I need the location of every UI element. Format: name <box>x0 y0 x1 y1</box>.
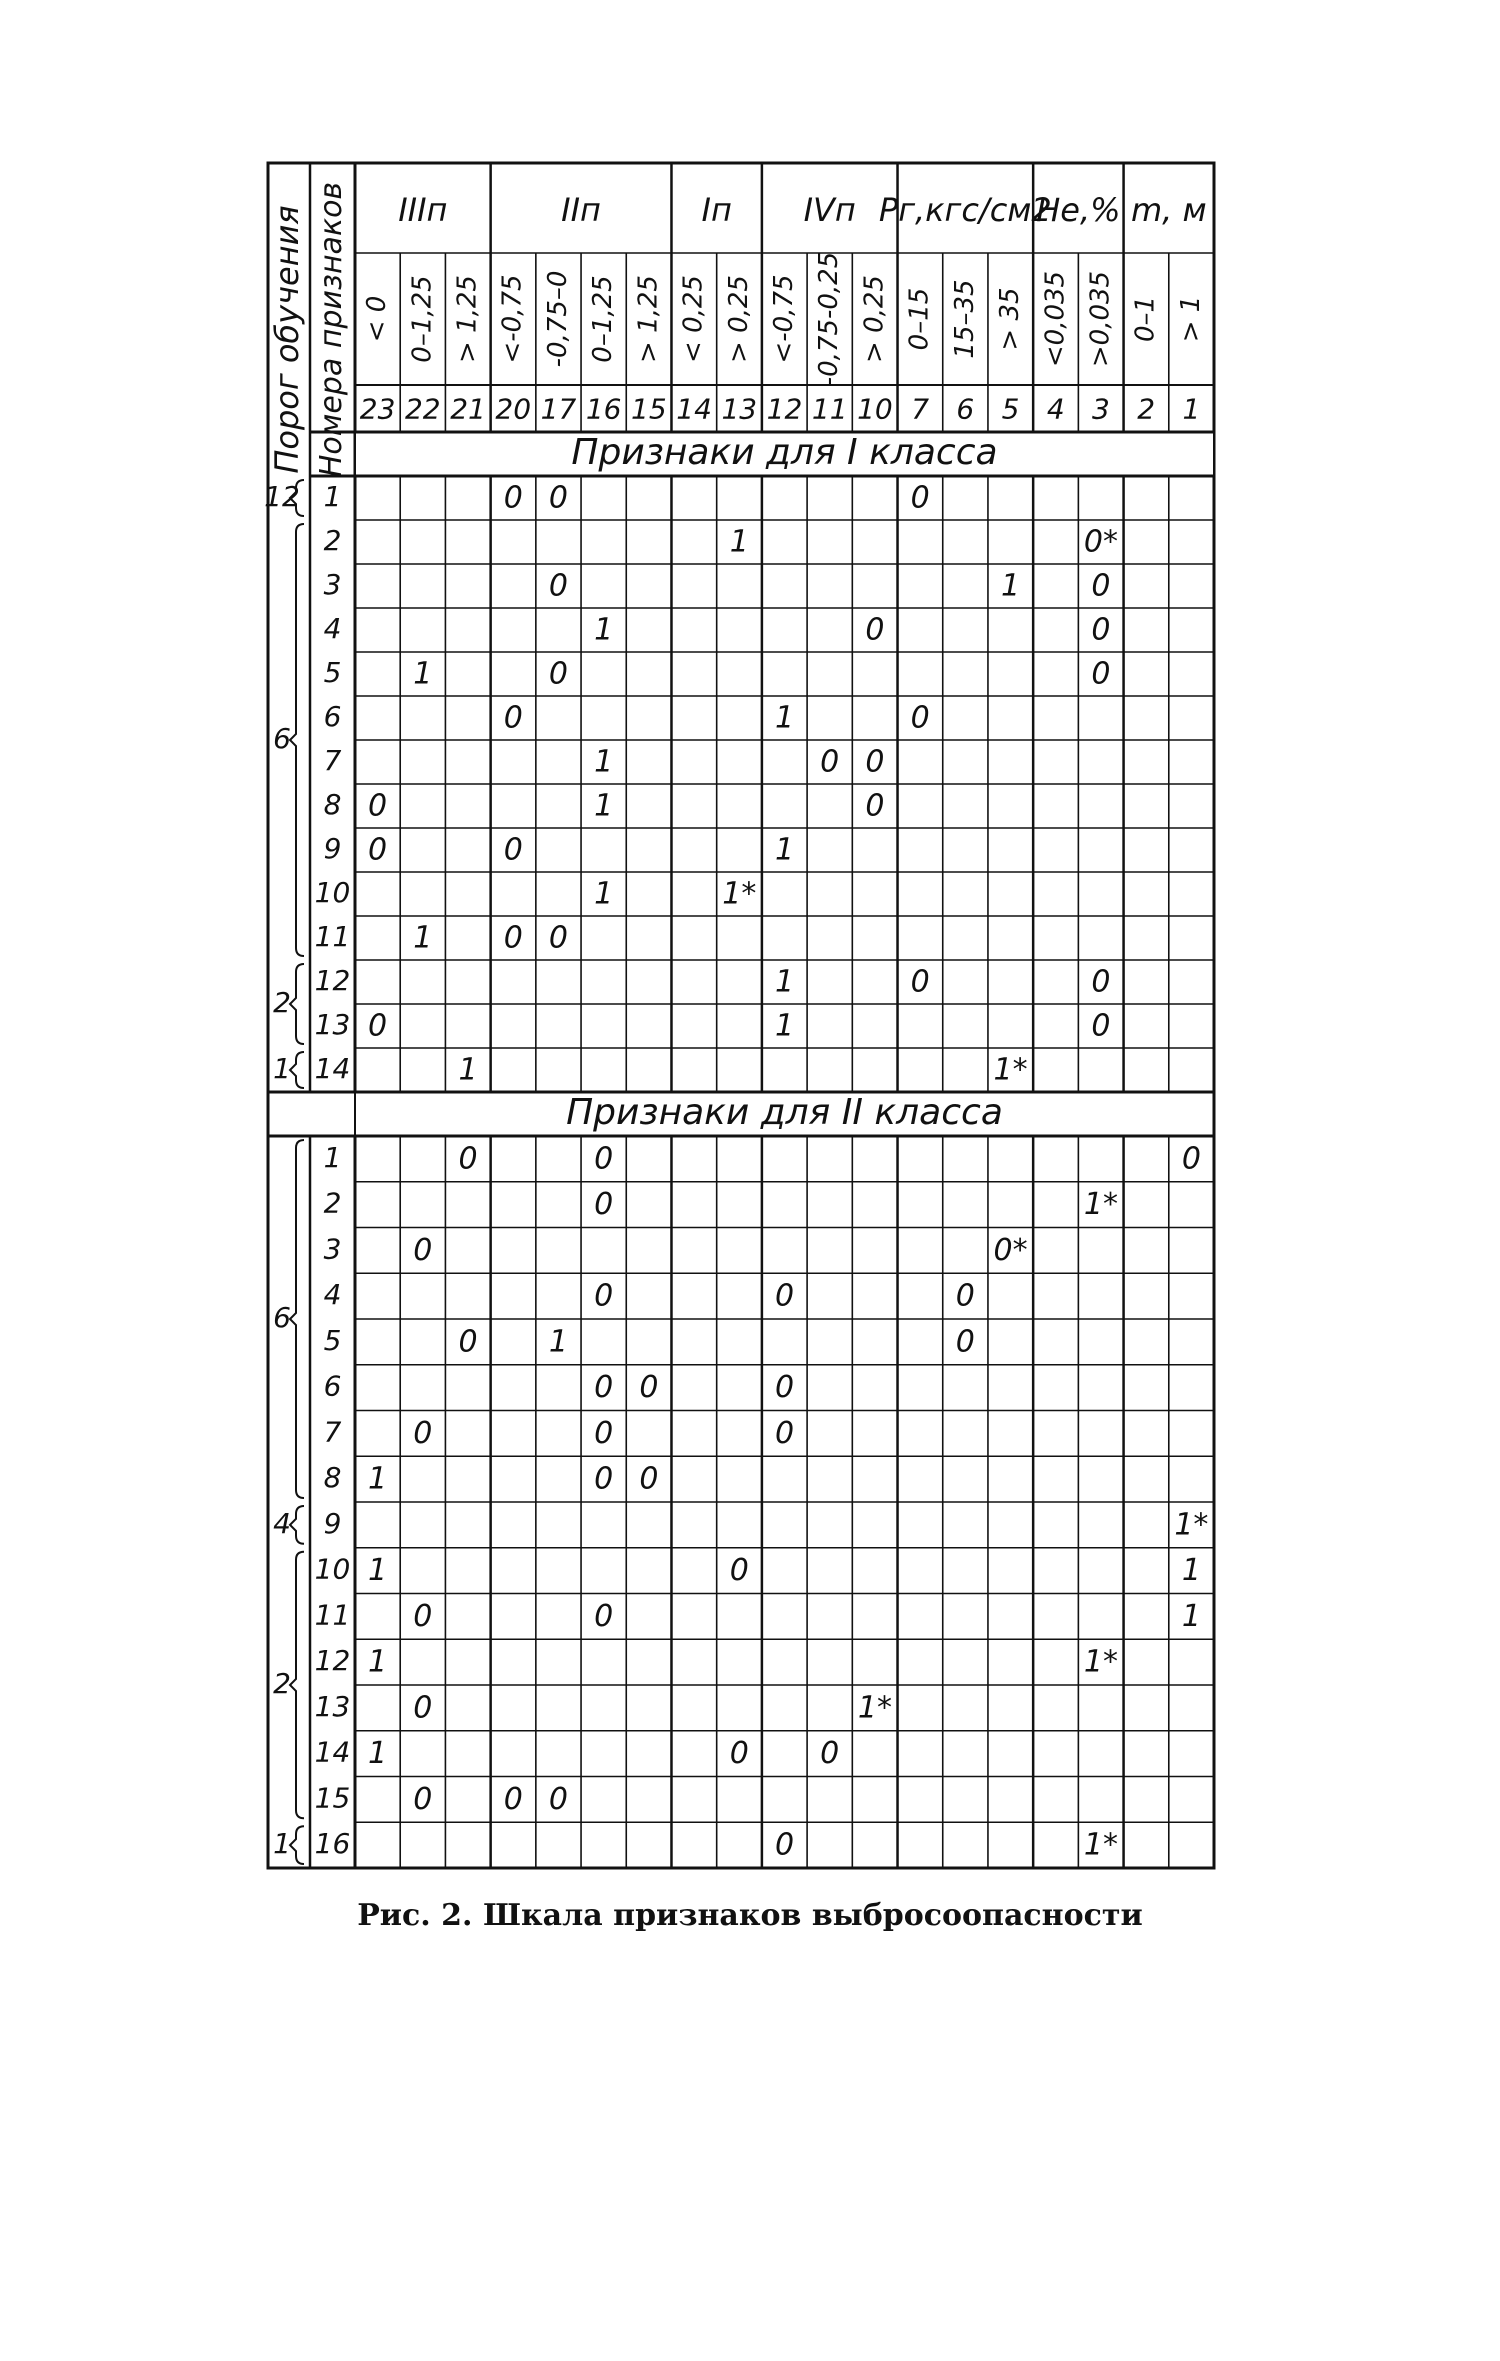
group-label-1: IIп <box>561 191 601 229</box>
column-number-label: 10 <box>857 392 893 426</box>
s2-row-number: 1 <box>323 1140 342 1174</box>
column-range-label: > 1,25 <box>452 275 483 363</box>
s1-cell-value: 0 <box>503 480 523 516</box>
column-range-label: > 1 <box>1175 295 1206 343</box>
column-number-label: 17 <box>540 392 577 426</box>
column-range-label: < 0 <box>362 295 393 343</box>
s1-cell-value: 0 <box>503 832 523 868</box>
s2-cell-value: 0 <box>413 1690 433 1726</box>
column-range-label: 0–1 <box>1130 295 1161 343</box>
s2-cell-value: 0 <box>458 1141 478 1177</box>
s2-cell-value: 0 <box>774 1278 795 1314</box>
s2-row-number: 14 <box>314 1735 351 1769</box>
column-range-label: <0,035 <box>1040 270 1071 368</box>
threshold-label: 2 <box>273 986 291 1019</box>
s1-row-number: 6 <box>323 700 342 733</box>
s1-cell-value: 1 <box>594 876 614 912</box>
s2-row-number: 16 <box>314 1827 351 1861</box>
s1-row-number: 11 <box>314 920 351 953</box>
s1-row-number: 12 <box>314 964 351 997</box>
s2-cell-value: 0 <box>413 1781 433 1817</box>
s2-cell-value: 1 <box>368 1553 388 1589</box>
column-number-label: 21 <box>450 392 486 426</box>
s1-row-number: 5 <box>323 656 342 689</box>
s1-cell-value: 0 <box>865 744 885 780</box>
s1-cell-value: 0* <box>1083 524 1119 560</box>
s1-row-number: 8 <box>323 788 342 821</box>
column-range-label: 0–1,25 <box>588 275 619 363</box>
column-number-label: 20 <box>495 392 532 426</box>
column-range-label: 0–15 <box>904 287 935 351</box>
s2-cell-value: 0 <box>774 1370 795 1406</box>
threshold-bracket <box>290 964 304 1044</box>
s2-cell-value: 0* <box>993 1232 1028 1268</box>
column-number-label: 15 <box>631 392 667 426</box>
s1-cell-value: 0 <box>548 568 568 604</box>
s2-cell-value: 1 <box>1181 1598 1201 1634</box>
s2-cell-value: 1* <box>1174 1507 1209 1543</box>
s2-cell-value: 0 <box>594 1461 614 1497</box>
threshold-bracket <box>290 1552 304 1819</box>
s2-cell-value: 0 <box>594 1370 614 1406</box>
s1-cell-value: 1 <box>774 832 795 868</box>
group-label-2: Iп <box>701 191 732 229</box>
s2-cell-value: 1 <box>368 1736 388 1772</box>
s1-cell-value: 1 <box>774 964 795 1000</box>
column-number-label: 13 <box>721 392 758 426</box>
group-label-3: IVп <box>803 191 856 229</box>
s1-row-number: 3 <box>323 568 342 601</box>
s1-cell-value: 0 <box>865 788 885 824</box>
s1-cell-value: 0 <box>1091 568 1111 604</box>
s2-cell-value: 0 <box>639 1370 659 1406</box>
threshold-label: 6 <box>273 722 291 755</box>
s2-cell-value: 0 <box>413 1598 433 1634</box>
column-range-label: > 0,25 <box>723 275 754 363</box>
s2-cell-value: 0 <box>820 1736 840 1772</box>
group-label-4: Pг,кгс/см2 <box>878 191 1052 229</box>
s2-row-number: 10 <box>314 1552 351 1586</box>
s2-cell-value: 0 <box>413 1232 433 1268</box>
column-range-label: < 0,25 <box>678 275 709 363</box>
column-number-label: 12 <box>766 392 803 426</box>
column-range-label: > 1,25 <box>633 275 664 363</box>
s2-cell-value: 0 <box>594 1278 614 1314</box>
s1-cell-value: 0 <box>1091 656 1111 692</box>
s2-row-number: 7 <box>323 1415 342 1449</box>
s2-row-number: 5 <box>323 1323 342 1357</box>
feature-numbers-header: Номера признаков <box>314 181 349 478</box>
s2-cell-value: 0 <box>458 1324 478 1360</box>
s1-cell-value: 0 <box>865 612 885 648</box>
column-range-label: <-0,75 <box>769 274 799 364</box>
column-number-label: 6 <box>956 392 975 426</box>
s2-row-number: 12 <box>314 1644 351 1678</box>
s1-cell-value: 0 <box>1091 964 1111 1000</box>
s1-cell-value: 1 <box>594 612 614 648</box>
s2-row-number: 6 <box>323 1369 342 1403</box>
s1-cell-value: 0 <box>548 920 568 956</box>
s1-cell-value: 1 <box>458 1052 478 1088</box>
s1-cell-value: 1 <box>729 524 749 560</box>
s2-cell-value: 0 <box>503 1781 523 1817</box>
column-number-label: 23 <box>359 392 396 426</box>
s2-cell-value: 0 <box>594 1598 614 1634</box>
s1-cell-value: 1 <box>774 1008 795 1044</box>
threshold-label: 1 <box>273 1052 291 1085</box>
column-range-label: > 35 <box>995 287 1026 351</box>
threshold-bracket <box>290 1140 304 1498</box>
column-range-label: > 0,25 <box>859 275 890 363</box>
section2-title: Признаки для II класса <box>566 1092 1003 1133</box>
s2-cell-value: 0 <box>594 1141 614 1177</box>
column-range-label: 0–1,25 <box>407 275 438 363</box>
figure-caption: Рис. 2. Шкала признаков выбросоопасности <box>357 1898 1143 1933</box>
column-number-label: 1 <box>1182 392 1201 426</box>
threshold-label: 4 <box>273 1506 291 1540</box>
s2-cell-value: 0 <box>413 1415 433 1451</box>
s2-cell-value: 0 <box>955 1324 975 1360</box>
s2-cell-value: 1 <box>368 1644 388 1680</box>
s2-cell-value: 0 <box>774 1415 795 1451</box>
group-label-5: He,% <box>1036 191 1121 229</box>
s1-row-number: 14 <box>314 1052 351 1085</box>
s1-row-number: 4 <box>323 612 342 645</box>
s1-cell-value: 1 <box>594 788 614 824</box>
s1-cell-value: 0 <box>503 920 523 956</box>
column-range-label: -0,75-0,25 <box>814 251 845 387</box>
threshold-label: 12 <box>264 480 300 513</box>
s2-row-number: 13 <box>314 1689 351 1723</box>
s1-cell-value: 1 <box>594 744 614 780</box>
column-number-label: 2 <box>1137 392 1156 426</box>
s1-cell-value: 1 <box>1001 568 1021 604</box>
column-range-label: >0,035 <box>1085 270 1116 368</box>
s1-cell-value: 0 <box>910 480 930 516</box>
s2-cell-value: 0 <box>774 1827 795 1863</box>
section1-title: Признаки для I класса <box>571 432 998 473</box>
column-range-label: -0,75–0 <box>542 270 573 368</box>
s1-cell-value: 0 <box>503 700 523 736</box>
column-number-label: 14 <box>676 392 712 426</box>
column-number-label: 3 <box>1092 392 1110 426</box>
s2-row-number: 9 <box>323 1506 342 1540</box>
threshold-label: 2 <box>273 1667 291 1700</box>
column-number-label: 5 <box>1001 392 1020 426</box>
s2-cell-value: 1 <box>548 1324 568 1360</box>
s1-cell-value: 0 <box>368 1008 388 1044</box>
s1-cell-value: 0 <box>910 700 930 736</box>
s2-cell-value: 0 <box>955 1278 975 1314</box>
s2-cell-value: 0 <box>594 1415 614 1451</box>
s1-row-number: 10 <box>314 876 351 909</box>
s1-row-number: 7 <box>323 744 342 777</box>
s2-row-number: 2 <box>323 1186 342 1220</box>
column-number-label: 16 <box>585 392 622 426</box>
s2-cell-value: 1 <box>368 1461 388 1497</box>
s2-row-number: 3 <box>323 1232 342 1266</box>
s1-cell-value: 0 <box>1091 1008 1111 1044</box>
s1-row-number: 1 <box>323 480 342 513</box>
s2-cell-value: 1* <box>1083 1187 1119 1223</box>
s2-row-number: 8 <box>323 1461 342 1495</box>
threshold-bracket <box>290 1506 304 1544</box>
s1-row-number: 9 <box>323 832 342 865</box>
group-label-6: m, м <box>1130 191 1207 229</box>
column-number-label: 22 <box>404 392 441 426</box>
s2-cell-value: 1* <box>1083 1644 1119 1680</box>
s2-cell-value: 0 <box>594 1187 614 1223</box>
column-number-label: 4 <box>1046 392 1065 426</box>
s2-cell-value: 1 <box>1181 1553 1201 1589</box>
s2-cell-value: 0 <box>729 1736 749 1772</box>
column-number-label: 11 <box>811 392 848 426</box>
column-range-label: 15–35 <box>949 279 980 359</box>
s2-row-number: 15 <box>314 1781 351 1815</box>
column-range-label: <-0,75 <box>497 274 528 364</box>
s1-row-number: 13 <box>314 1008 351 1041</box>
s2-cell-value: 1* <box>1083 1827 1119 1863</box>
threshold-header: Порог обучения <box>268 205 306 474</box>
s2-row-number: 11 <box>314 1598 351 1632</box>
s1-cell-value: 0 <box>1091 612 1111 648</box>
s1-cell-value: 1* <box>993 1052 1028 1088</box>
s2-cell-value: 0 <box>639 1461 659 1497</box>
s1-cell-value: 0 <box>368 788 388 824</box>
s1-row-number: 2 <box>323 524 342 557</box>
s2-cell-value: 0 <box>729 1553 749 1589</box>
threshold-label: 1 <box>273 1827 291 1861</box>
s1-cell-value: 0 <box>368 832 388 868</box>
s2-cell-value: 0 <box>1181 1141 1201 1177</box>
column-number-label: 7 <box>911 392 930 426</box>
s1-cell-value: 0 <box>548 480 568 516</box>
threshold-bracket <box>290 524 304 956</box>
s2-cell-value: 0 <box>548 1781 568 1817</box>
s1-cell-value: 0 <box>548 656 568 692</box>
s1-cell-value: 1 <box>774 700 795 736</box>
s1-cell-value: 1 <box>413 920 433 956</box>
s2-row-number: 4 <box>323 1278 342 1312</box>
threshold-bracket <box>290 1052 304 1088</box>
threshold-label: 6 <box>273 1301 291 1334</box>
s1-cell-value: 0 <box>820 744 840 780</box>
threshold-bracket <box>290 1826 304 1864</box>
s1-cell-value: 1* <box>722 876 757 912</box>
group-label-0: IIIп <box>398 191 448 229</box>
s1-cell-value: 1 <box>413 656 433 692</box>
s2-cell-value: 1* <box>857 1690 892 1726</box>
s1-cell-value: 0 <box>910 964 930 1000</box>
